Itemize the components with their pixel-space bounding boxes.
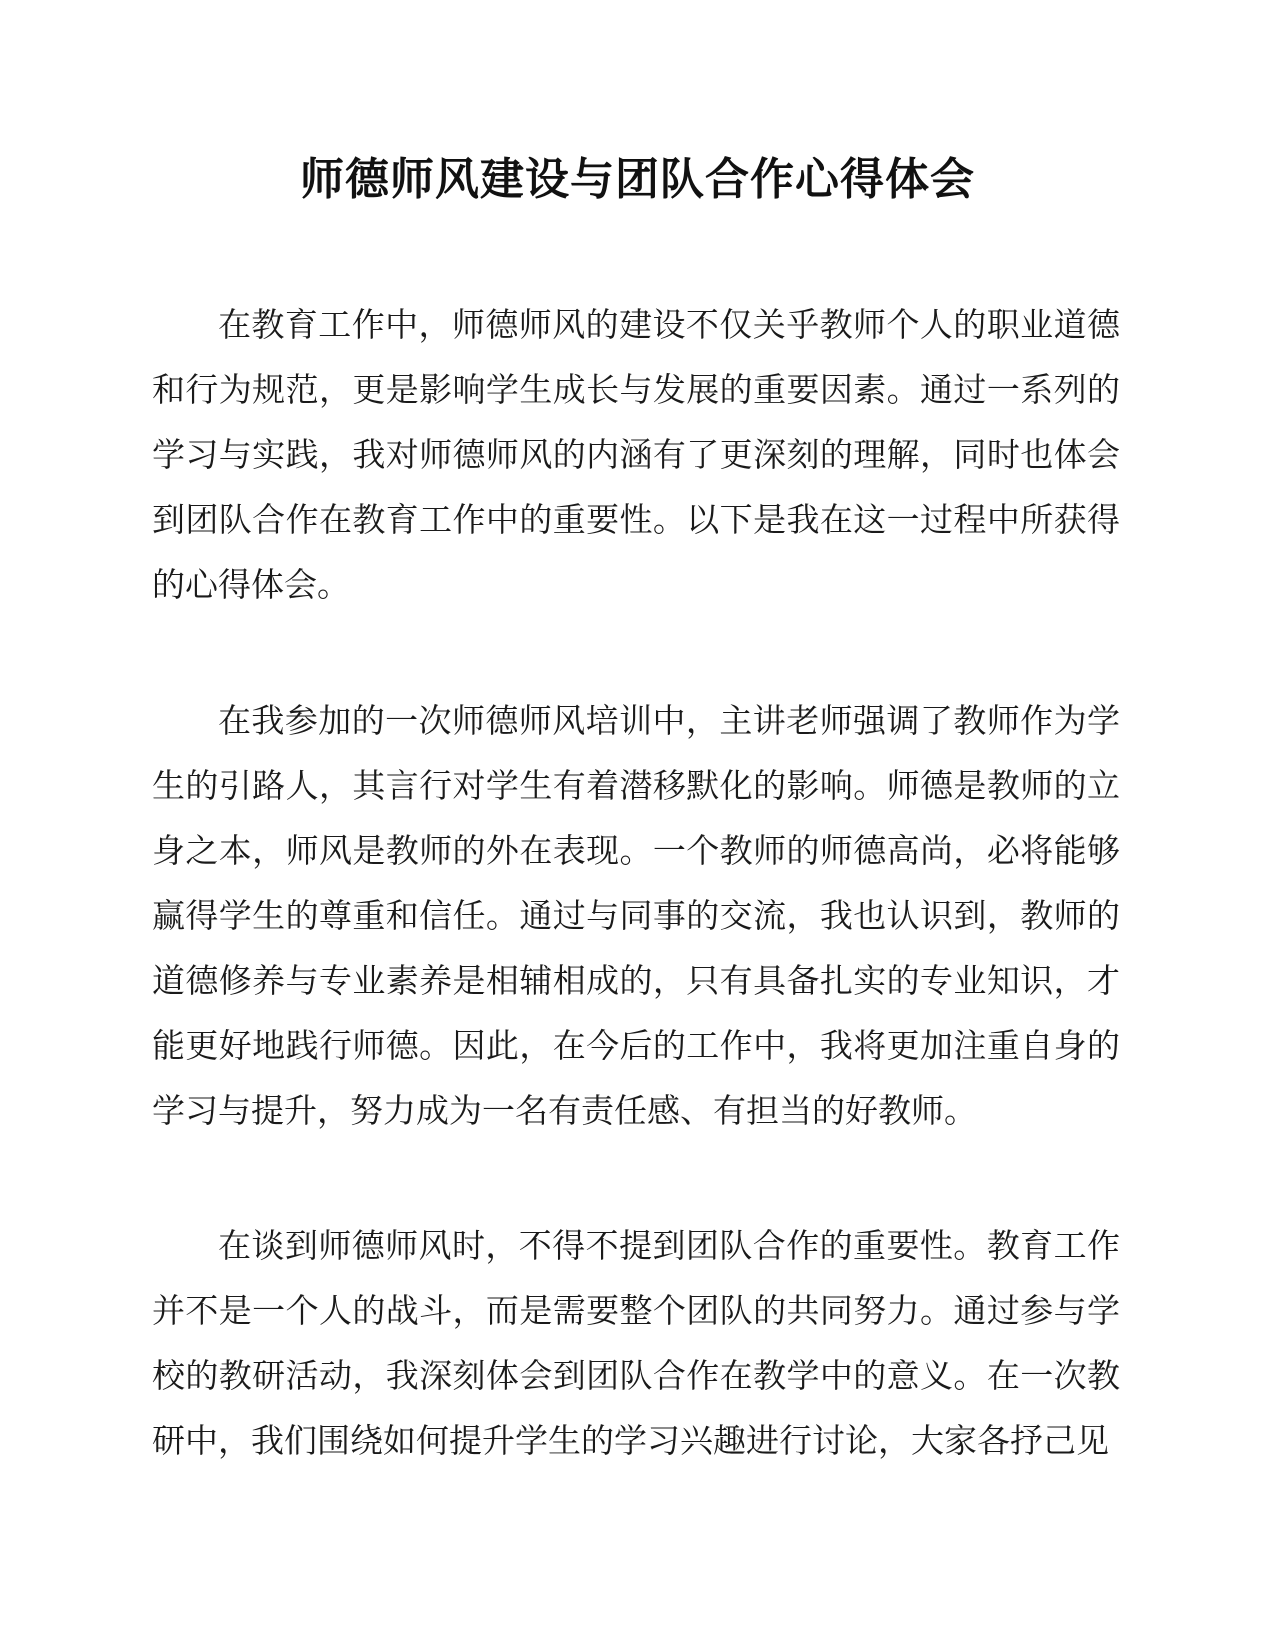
paragraph-3: 在谈到师德师风时，不得不提到团队合作的重要性。教育工作并不是一个人的战斗，而是需要整个团队的共同努力。通过参与学校的教研活动，我深刻体会到团队合作在教学中的意义。在一次教研中，我们围绕如何提升学生的学习兴趣进行讨论，大家各抒己见: [152, 1226, 1120, 1460]
paragraph-1: 在教育工作中，师德师风的建设不仅关乎教师个人的职业道德和行为规范，更是影响学生成长与发展的重要因素。通过一系列的学习与实践，我对师德师风的内涵有了更深刻的理解，同时也体会到团队合作在教育工作中的重要性。以下是我在这一过程中所获得的心得体会。: [152, 305, 1120, 604]
document-title: 师德师风建设与团队合作心得体会: [300, 154, 975, 205]
paragraph-2: 在我参加的一次师德师风培训中，主讲老师强调了教师作为学生的引路人，其言行对学生有着潜移默化的影响。师德是教师的立身之本，师风是教师的外在表现。一个教师的师德高尚，必将能够赢得学生的尊重和信任。通过与同事的交流，我也认识到，教师的道德修养与专业素养是相辅相成的，只有具备扎实的专业知识，才能更好地践行师德。因此，在今后的工作中，我将更加注重自身的学习与提升，努力成为一名有责任感、有担当的好教师。: [152, 701, 1120, 1130]
